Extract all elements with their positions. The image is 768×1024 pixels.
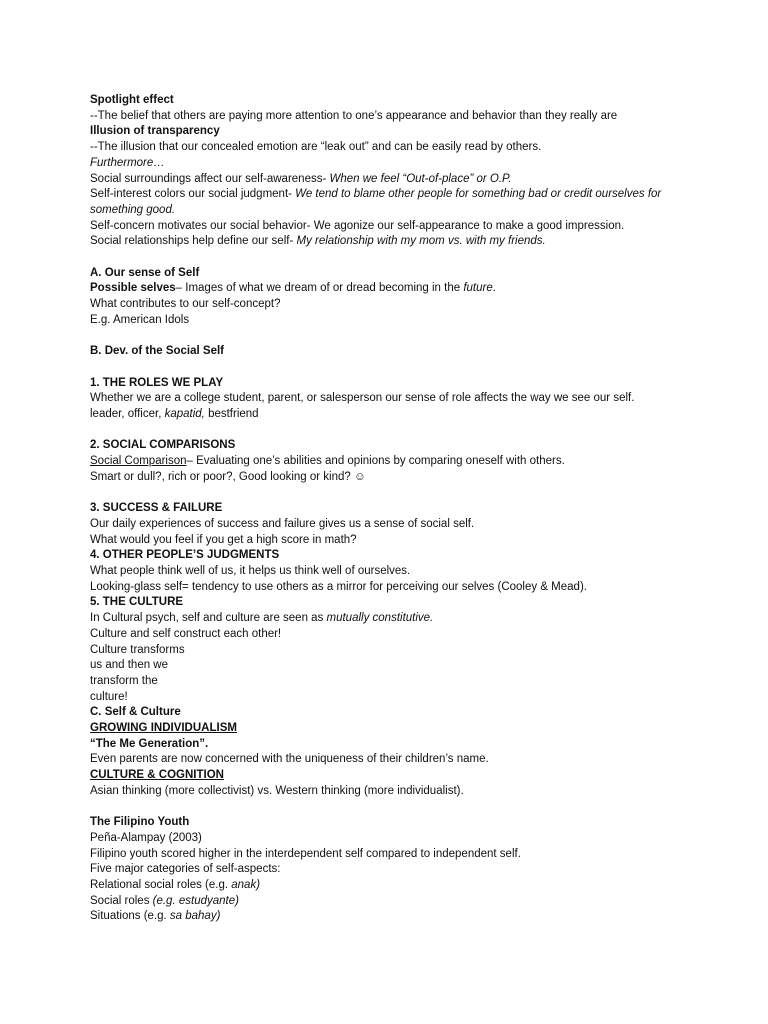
judgment-line: Self-interest colors our social judgment- We tend to blame other people for something bad or credit ourselves for something good. xyxy=(90,188,662,216)
filipino-finding: Filipino youth scored higher in the interdependent self compared to independent self. xyxy=(90,847,521,860)
spacer xyxy=(90,329,690,345)
comparisons-heading: 2. SOCIAL COMPARISONS xyxy=(90,439,236,452)
judgments-heading: 4. OTHER PEOPLE’S JUDGMENTS xyxy=(90,549,280,562)
category-relational: Relational social roles (e.g. anak) xyxy=(90,879,261,892)
categories-intro: Five major categories of self-aspects: xyxy=(90,863,281,876)
spacer xyxy=(90,800,690,816)
section-b-heading: B. Dev. of the Social Self xyxy=(90,345,224,358)
spotlight-definition: --The belief that others are paying more attention to one’s appearance and behavior than they really are xyxy=(90,109,618,122)
relationships-line: Social relationships help define our self- My relationship with my mom vs. with my friends. xyxy=(90,235,546,248)
filipino-citation: Peña-Alampay (2003) xyxy=(90,831,202,844)
me-generation: “The Me Generation”. xyxy=(90,737,209,750)
culture-line: culture! xyxy=(90,690,128,703)
document-body xyxy=(90,93,690,925)
culture-line: Culture transforms xyxy=(90,643,185,656)
spotlight-heading: Spotlight effect xyxy=(90,94,174,106)
culture-line: transform the xyxy=(90,674,158,687)
success-question: What would you feel if you get a high score in math? xyxy=(90,533,357,546)
self-concept-question: What contributes to our self-concept? xyxy=(90,298,281,311)
category-social-roles: Social roles (e.g. estudyante) xyxy=(90,894,239,907)
roles-examples: leader, officer, kapatid, bestfriend xyxy=(90,408,259,421)
success-text: Our daily experiences of success and failure gives us a sense of social self. xyxy=(90,517,475,530)
names-text: Even parents are now concerned with the uniqueness of their children’s name. xyxy=(90,753,489,766)
roles-text: Whether we are a college student, parent, or salesperson our sense of role affects the way we see our self. xyxy=(90,392,635,405)
section-a-heading: A. Our sense of Self xyxy=(90,266,200,279)
culture-heading: 5. THE CULTURE xyxy=(90,596,184,609)
individualism-heading: GROWING INDIVIDUALISM xyxy=(90,722,237,735)
cognition-heading: CULTURE & COGNITION xyxy=(90,769,224,782)
awareness-line: Social surroundings affect our self-awareness- When we feel “Out-of-place” or O.P. xyxy=(90,172,512,185)
spacer xyxy=(90,250,690,266)
self-concept-example: E.g. American Idols xyxy=(90,313,190,326)
category-situations: Situations (e.g. sa bahay) xyxy=(90,910,221,923)
roles-heading: 1. THE ROLES WE PLAY xyxy=(90,376,224,389)
culture-text: In Cultural psych, self and culture are seen as mutually constitutive. xyxy=(90,612,434,625)
culture-line: us and then we xyxy=(90,659,169,672)
behavior-line: Self-concern motivates our social behavior- We agonize our self-appearance to make a good impression. xyxy=(90,219,625,232)
judgments-text: What people think well of us, it helps us think well of ourselves. xyxy=(90,565,411,578)
spacer xyxy=(90,486,690,502)
culture-construct: Culture and self construct each other! xyxy=(90,627,282,640)
looking-glass-text: Looking-glass self= tendency to use others as a mirror for perceiving our selves (Cooley & Mead). xyxy=(90,580,587,593)
transparency-heading: Illusion of transparency xyxy=(90,125,220,138)
cognition-text: Asian thinking (more collectivist) vs. Western thinking (more individualist). xyxy=(90,784,464,797)
comparison-definition: Social Comparison– Evaluating one’s abilities and opinions by comparing oneself with others. xyxy=(90,455,565,468)
furthermore-label: Furthermore… xyxy=(90,156,165,169)
spacer xyxy=(90,423,690,439)
transparency-definition: --The illusion that our concealed emotion are “leak out” and can be easily read by others. xyxy=(90,141,542,154)
spacer xyxy=(90,360,690,376)
possible-selves-line: Possible selves– Images of what we dream of or dread becoming in the future. xyxy=(90,282,496,295)
comparison-examples: Smart or dull?, rich or poor?, Good looking or kind? ☺ xyxy=(90,470,366,483)
section-c-heading: C. Self & Culture xyxy=(90,706,181,719)
success-heading: 3. SUCCESS & FAILURE xyxy=(90,502,223,515)
filipino-heading: The Filipino Youth xyxy=(90,816,190,829)
